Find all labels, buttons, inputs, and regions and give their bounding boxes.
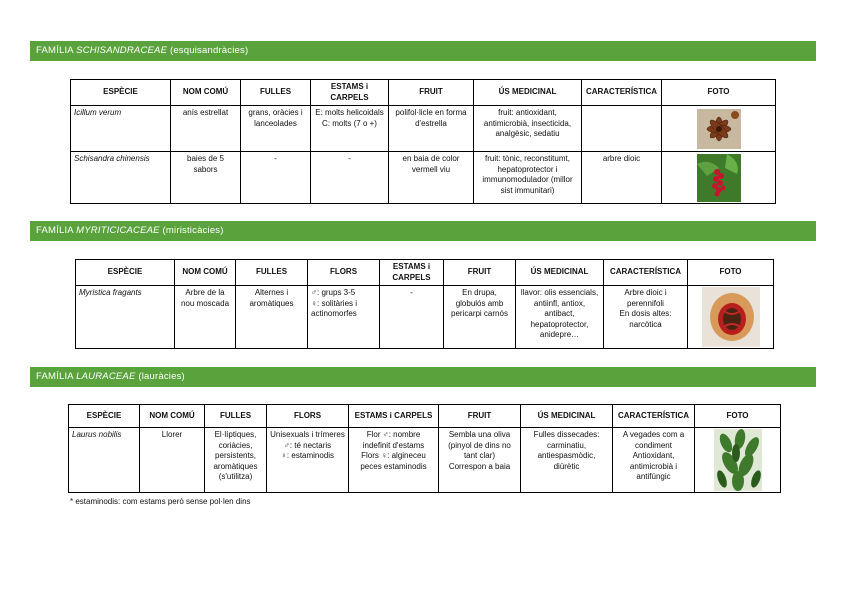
cell-especie: Icillum verum [71, 106, 171, 152]
star-anise-photo [697, 109, 741, 149]
cell-foto [688, 286, 774, 349]
cell-us-medicinal: Fulles dissecades: carminatiu, antiespasmòdic, diürètic [521, 428, 613, 493]
cell-foto [695, 428, 781, 493]
cell-nom-comu: Llorer [140, 428, 205, 493]
section-header-lauraceae [30, 367, 816, 387]
header-caracteristica: CARACTERÍSTICA [604, 260, 688, 286]
header-foto: FOTO [688, 260, 774, 286]
table-header-row [71, 80, 776, 106]
cell-fulles: Alternes i aromàtiques [236, 286, 308, 349]
table-row [71, 106, 776, 152]
cell-especie: Schisandra chinensis [71, 152, 171, 204]
header-foto: FOTO [695, 405, 781, 428]
cell-fulles: - [241, 152, 311, 204]
cell-caracteristica: arbre dioic [582, 152, 662, 204]
header-us-medicinal: ÚS MEDICINAL [516, 260, 604, 286]
cell-estams-carpels: Flor ♂: nombre indefinit d'estams Flors ♀: algineceu peces estaminodis [349, 428, 439, 493]
laurel-plant-photo [714, 429, 762, 491]
header-fulles: FULLES [205, 405, 267, 428]
section-title-prefix: FAMÍLIA [36, 45, 77, 56]
header-fulles: FULLES [236, 260, 308, 286]
table-row [71, 152, 776, 204]
section-title-family: MYRITICICACEAE [76, 225, 160, 236]
header-caracteristica: CARACTERÍSTICA [613, 405, 695, 428]
cell-us-medicinal: fruit: antioxidant, antimicrobià, insecticida, analgèsic, sedatiu [474, 106, 582, 152]
cell-caracteristica: Arbre dioic i perennifoli En dosis altes: narcòtica [604, 286, 688, 349]
header-nom-comu: NOM COMÚ [175, 260, 236, 286]
cell-especie: Myristica fragants [76, 286, 175, 349]
header-estams-carpels: ESTAMS i CARPELS [349, 405, 439, 428]
footnote: * estaminodis: com estams però sense pol·len dins [70, 497, 251, 506]
section-title-prefix: FAMÍLIA [36, 371, 77, 382]
table-row [76, 286, 774, 349]
header-fruit: FRUIT [444, 260, 516, 286]
nutmeg-fruit-photo [702, 287, 760, 347]
header-nom-comu: NOM COMÚ [140, 405, 205, 428]
cell-fruit: Sembla una oliva (pinyol de dins no tant clar) Correspon a baia [439, 428, 521, 493]
section-title-suffix: (lauràcies) [135, 371, 185, 382]
section-header-myristicaceae [30, 221, 816, 241]
section-title-prefix: FAMÍLIA [36, 225, 77, 236]
header-flors: FLORS [267, 405, 349, 428]
table-myristicaceae [75, 259, 774, 349]
header-fruit: FRUIT [439, 405, 521, 428]
header-especie: ESPÈCIE [71, 80, 171, 106]
cell-fulles: grans, oràcies i lanceolades [241, 106, 311, 152]
cell-caracteristica: A vegades com a condiment Antioxidant, antimicrobià i antifúngic [613, 428, 695, 493]
section-header-schisandraceae [30, 41, 816, 61]
cell-foto [662, 152, 776, 204]
cell-fulles: El·líptiques, coriàcies, persistents, aromàtiques (s'utilitza) [205, 428, 267, 493]
header-us-medicinal: ÚS MEDICINAL [474, 80, 582, 106]
header-caracteristica: CARACTERÍSTICA [582, 80, 662, 106]
cell-us-medicinal: fruit: tònic, reconstitumt, hepatoprotector i immunomodulador (millor sist immunitari) [474, 152, 582, 204]
cell-caracteristica [582, 106, 662, 152]
table-lauraceae [68, 404, 781, 493]
header-flors: FLORS [308, 260, 380, 286]
header-estams-carpels: ESTAMS i CARPELS [311, 80, 389, 106]
section-title-family: SCHISANDRACEAE [76, 45, 168, 56]
header-foto: FOTO [662, 80, 776, 106]
cell-us-medicinal: llavor: olis essencials, antiinfl, antiox, antibact, hepatoprotector, anidepre… [516, 286, 604, 349]
cell-estams-carpels: E: molts helicoidals C: molts (7 o +) [311, 106, 389, 152]
section-title-family: LAURACEAE [76, 371, 136, 382]
header-especie: ESPÈCIE [76, 260, 175, 286]
table-schisandraceae [70, 79, 776, 204]
cell-estams-carpels: - [380, 286, 444, 349]
cell-nom-comu: Arbre de la nou moscada [175, 286, 236, 349]
header-us-medicinal: ÚS MEDICINAL [521, 405, 613, 428]
cell-estams-carpels: - [311, 152, 389, 204]
cell-fruit: en baia de color vermell viu [389, 152, 474, 204]
cell-fruit: En drupa, globulós amb pericarpi carnós [444, 286, 516, 349]
section-title-suffix: (miristicàcies) [159, 225, 224, 236]
cell-flors: ♂: grups 3-5 ♀: solitàries i actinomorfes [308, 286, 380, 349]
cell-flors: Unisexuals i trímeres ♂: té nectaris ♀: estaminodis [267, 428, 349, 493]
cell-nom-comu: anís estrellat [171, 106, 241, 152]
table-header-row [76, 260, 774, 286]
schisandra-berries-photo [697, 154, 741, 202]
cell-foto [662, 106, 776, 152]
header-fulles: FULLES [241, 80, 311, 106]
cell-fruit: polifol·licle en forma d'estrella [389, 106, 474, 152]
table-header-row [69, 405, 781, 428]
header-especie: ESPÈCIE [69, 405, 140, 428]
cell-nom-comu: baies de 5 sabors [171, 152, 241, 204]
cell-especie: Laurus nobilis [69, 428, 140, 493]
section-title-suffix: (esquisandràcies) [167, 45, 249, 56]
header-nom-comu: NOM COMÚ [171, 80, 241, 106]
table-row [69, 428, 781, 493]
header-fruit: FRUIT [389, 80, 474, 106]
header-estams-carpels: ESTAMS i CARPELS [380, 260, 444, 286]
